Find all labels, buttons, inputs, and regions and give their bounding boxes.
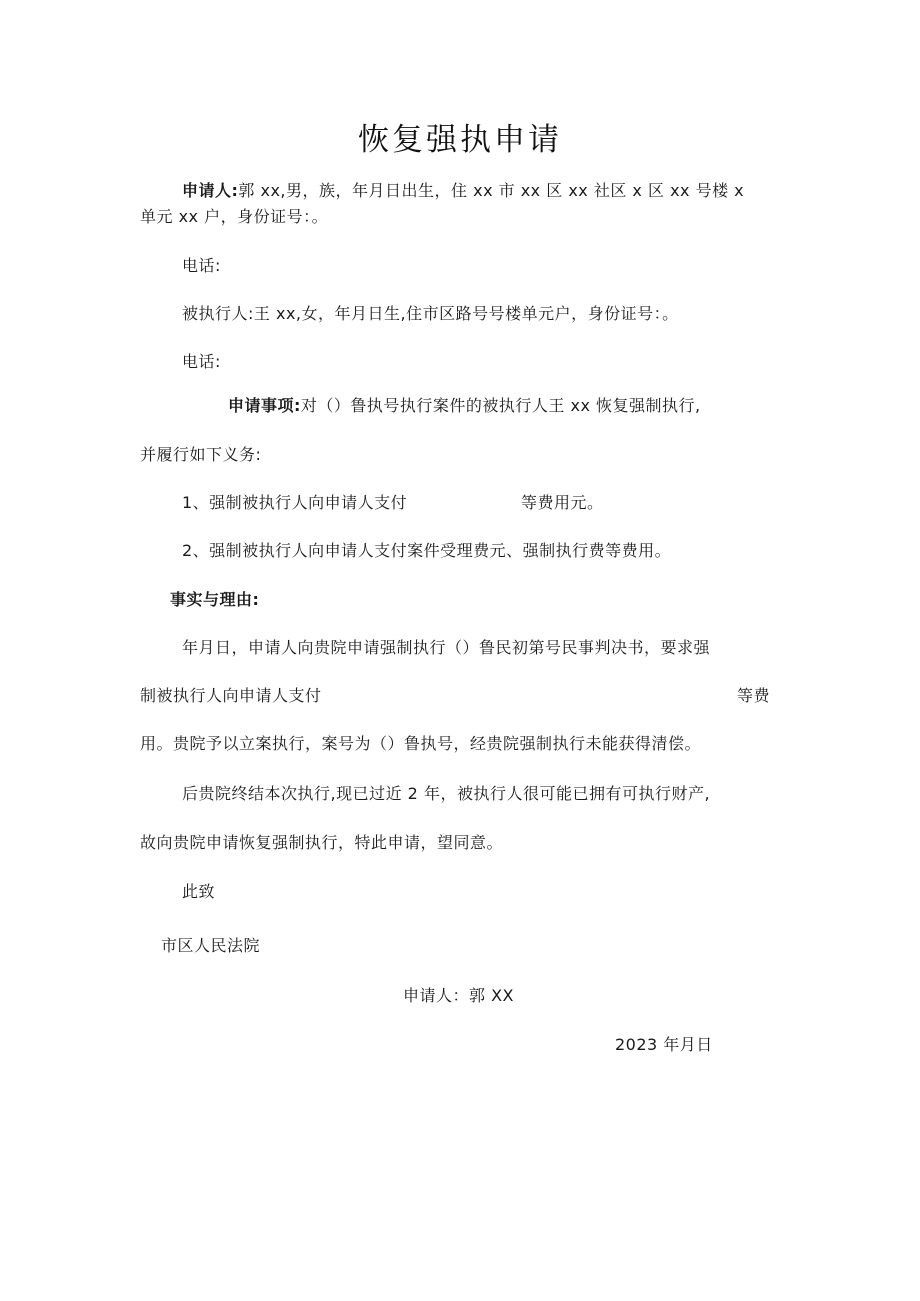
facts-line-5: 故向贵院申请恢复强制执行，特此申请，望同意。: [140, 833, 504, 852]
document-title: 恢复强执申请: [358, 122, 562, 158]
respondent-line: 被执行人:王 xx,女，年月日生,住市区路号号楼单元户，身份证号：。: [182, 304, 679, 323]
court-name: 市区人民法院: [161, 936, 261, 955]
item-2: 2、强制被执行人向申请人支付案件受理费元、强制执行费等费用。: [182, 541, 672, 560]
facts-heading: 事实与理由:: [170, 590, 260, 609]
respondent-phone: 电话:: [182, 352, 221, 371]
date: 2023 年月日: [615, 1035, 713, 1054]
applicant-text: 郭 xx,男，族，年月日出生，住 xx 市 xx 区 xx 社区 x 区 xx 号楼 x: [238, 181, 745, 200]
facts-line-2-b: 等费: [737, 686, 771, 705]
facts-line-2-a: 制被执行人向申请人支付: [140, 686, 322, 705]
closing: 此致: [182, 882, 216, 901]
applicant-phone: 电话:: [182, 256, 221, 275]
request-text: 对（）鲁执号执行案件的被执行人王 xx 恢复强制执行,: [300, 396, 701, 415]
signature: 申请人：郭 XX: [403, 986, 515, 1005]
request-line-1: [228, 396, 701, 416]
applicant-line-1: [182, 181, 744, 201]
facts-line-4: 后贵院终结本次执行,现已过近 2 年，被执行人很可能已拥有可执行财产,: [182, 784, 711, 803]
facts-line-1: 年月日，申请人向贵院申请强制执行（）鲁民初第号民事判决书，要求强: [182, 638, 711, 657]
request-line-2: 并履行如下义务:: [140, 445, 262, 464]
applicant-label: 申请人:: [182, 181, 239, 200]
item-1-part-b: 等费用元。: [521, 493, 604, 512]
request-label: 申请事项:: [228, 396, 301, 415]
item-1-part-a: 1、强制被执行人向申请人支付: [182, 493, 408, 512]
facts-line-3: 用。贵院予以立案执行，案号为（）鲁执号，经贵院强制执行未能获得清偿。: [140, 734, 702, 753]
applicant-line-2: 单元 xx 户，身份证号：。: [140, 207, 329, 226]
